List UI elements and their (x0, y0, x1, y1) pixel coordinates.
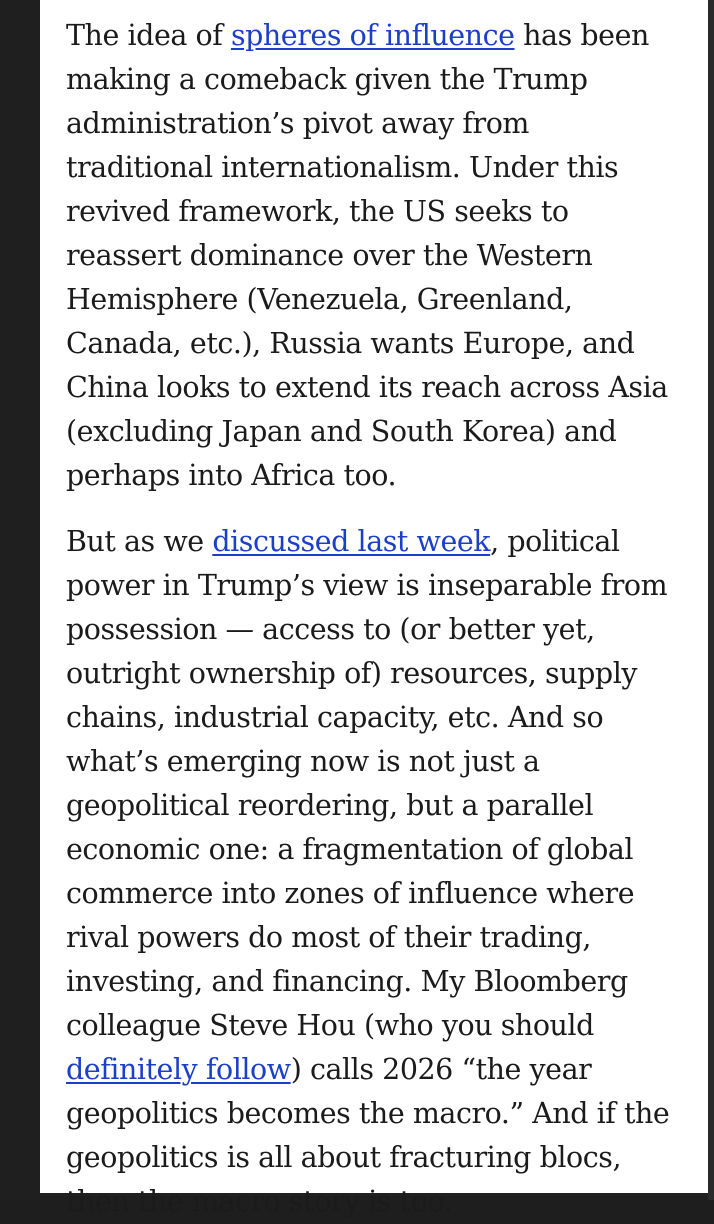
paragraph-2-text-middle: , political power in Trump’s view is inseparable from possession — access to (or better yet, outright ownership of) resources, supply chains, industrial capacity, etc. And so what’s emerging now is not just a geopolitical reordering, but a parallel economic one: a fragmentation of global commerce into zones of influence where rival powers do most of their trading, investing, and financing. My Bloomberg colleague Steve Hou (who you should (66, 525, 668, 1042)
paragraph-2-text-end: ) calls 2026 “the year geopolitics becomes the macro.” And if the geopolitics is all about fracturing blocs, then the macro story is too. (66, 1053, 670, 1218)
right-margin-bar (708, 0, 714, 1200)
paragraph-1-text-start: The idea of (66, 19, 231, 52)
discussed-last-week-link[interactable]: discussed last week (212, 525, 491, 558)
spheres-of-influence-link[interactable]: spheres of influence (230, 19, 515, 52)
left-margin-bar (0, 0, 40, 1200)
definitely-follow-link[interactable]: definitely follow (66, 1053, 291, 1086)
paragraph-spheres-of-influence (66, 14, 676, 498)
paragraph-2-text-start: But as we (66, 525, 213, 558)
article-page (40, 0, 708, 1218)
article-body (66, 14, 676, 1224)
paragraph-economic-fragmentation (66, 520, 676, 1224)
paragraph-1-text-end: has been making a comeback given the Trump administration’s pivot away from traditional internationalism. Under this revived framework, the US seeks to reassert dominance over the Western Hemisphere (Venezuela, Greenland, Canada, etc.), Russia wants Europe, and China looks to extend its reach across Asia (excluding Japan and South Korea) and perhaps into Africa too. (66, 19, 668, 492)
